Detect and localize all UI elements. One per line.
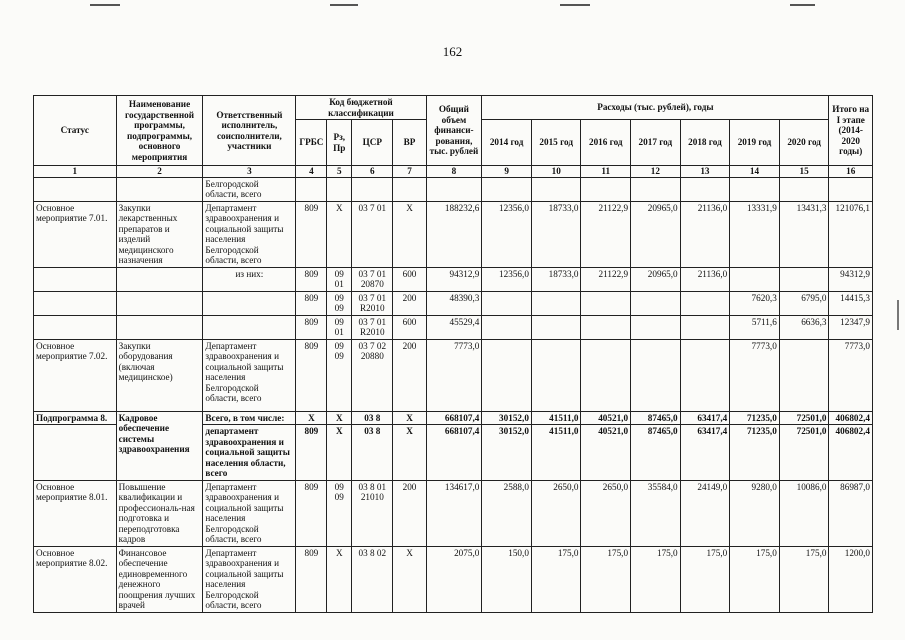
year-cell: 71235,0 — [730, 425, 780, 481]
name-cell: Закупки оборудования (включая медицинское) — [116, 339, 203, 411]
year-cell: 6795,0 — [779, 291, 829, 315]
year-cell: 175,0 — [631, 546, 681, 612]
year-cell — [680, 339, 730, 411]
year-cell: 175,0 — [680, 546, 730, 612]
header-status: Статус — [34, 96, 117, 166]
grbs-cell: 809 — [296, 201, 327, 267]
header-year-2017: 2017 год — [631, 120, 681, 166]
year-cell: 21122,9 — [581, 267, 631, 291]
year-cell: 21136,0 — [680, 201, 730, 267]
vr-cell: Х — [393, 425, 426, 481]
column-index: 4 — [296, 166, 327, 178]
year-cell: 2588,0 — [482, 480, 532, 546]
year-cell: 21136,0 — [680, 267, 730, 291]
year-cell: 175,0 — [581, 546, 631, 612]
grbs-cell: 809 — [296, 267, 327, 291]
csr-cell: 03 7 01 R2010 — [352, 291, 393, 315]
vr-cell: 200 — [393, 339, 426, 411]
column-index: 5 — [327, 166, 352, 178]
year-cell: 12356,0 — [482, 201, 532, 267]
year-cell: 18733,0 — [531, 201, 581, 267]
itogo-cell: 121076,1 — [829, 201, 873, 267]
header-total-volume: Общий объем финанси-рования, тыс. рублей — [426, 96, 482, 166]
header-rz: Рз, Пр — [327, 120, 352, 166]
name-cell: Кадровое обеспечение системы здравоохранения — [116, 411, 203, 480]
vr-cell: Х — [393, 411, 426, 425]
table-row — [34, 315, 873, 339]
year-cell — [482, 339, 532, 411]
year-cell: 2650,0 — [531, 480, 581, 546]
status-cell: Основное мероприятие 7.02. — [34, 339, 117, 411]
total-cell: 134617,0 — [426, 480, 482, 546]
year-cell: 5711,6 — [730, 315, 780, 339]
header-name: Наименование государственной программы, подпрограммы, основного мероприятия — [116, 96, 203, 166]
grbs-cell: Х — [296, 411, 327, 425]
name-cell: Повышение квалификации и профессиональ-ная подготовка и переподготовка кадров — [116, 480, 203, 546]
grbs-cell: 809 — [296, 546, 327, 612]
year-cell: 10086,0 — [779, 480, 829, 546]
table-row — [34, 267, 873, 291]
total-cell: 668107,4 — [426, 411, 482, 425]
year-cell: 40521,0 — [581, 411, 631, 425]
column-index: 9 — [482, 166, 532, 178]
rz-cell: 09 09 — [327, 291, 352, 315]
year-cell — [482, 291, 532, 315]
column-index-row — [34, 166, 873, 178]
page-number: 162 — [442, 44, 463, 59]
itogo-cell: 1200,0 — [829, 546, 873, 612]
year-cell: 41511,0 — [531, 411, 581, 425]
year-cell — [779, 339, 829, 411]
responsible-cell: департамент здравоохранения и социальной защиты населения области, всего — [203, 425, 296, 481]
total-cell: 2075,0 — [426, 546, 482, 612]
csr-cell: 03 7 01 — [352, 201, 393, 267]
year-cell: 24149,0 — [680, 480, 730, 546]
year-cell — [581, 291, 631, 315]
responsible-cell: Белгородской области, всего — [203, 177, 296, 201]
year-cell: 2650,0 — [581, 480, 631, 546]
table-row — [34, 177, 873, 201]
year-cell: 13331,9 — [730, 201, 780, 267]
column-index: 14 — [730, 166, 780, 178]
year-cell: 63417,4 — [680, 425, 730, 481]
total-cell: 48390,3 — [426, 291, 482, 315]
year-cell — [680, 291, 730, 315]
year-cell: 7620,3 — [730, 291, 780, 315]
itogo-cell: 12347,9 — [829, 315, 873, 339]
scan-artifacts — [0, 0, 905, 14]
year-cell: 20965,0 — [631, 201, 681, 267]
header-year-2014: 2014 год — [482, 120, 532, 166]
year-cell: 41511,0 — [531, 425, 581, 481]
header-year-2020: 2020 год — [779, 120, 829, 166]
year-cell: 9280,0 — [730, 480, 780, 546]
itogo-cell: 7773,0 — [829, 339, 873, 411]
year-cell — [581, 339, 631, 411]
year-cell: 13431,3 — [779, 201, 829, 267]
csr-cell: 03 7 01 20870 — [352, 267, 393, 291]
year-cell: 72501,0 — [779, 425, 829, 481]
year-cell: 40521,0 — [581, 425, 631, 481]
itogo-cell: 406802,4 — [829, 425, 873, 481]
name-cell: Финансовое обеспечение единовременного денежного поощрения лучших врачей — [116, 546, 203, 612]
year-cell — [531, 315, 581, 339]
itogo-cell: 406802,4 — [829, 411, 873, 425]
column-index: 7 — [393, 166, 426, 178]
grbs-cell: 809 — [296, 425, 327, 481]
vr-cell: 200 — [393, 480, 426, 546]
rz-cell: 09 09 — [327, 339, 352, 411]
total-cell: 668107,4 — [426, 425, 482, 481]
header-budget-code: Код бюджетной классификации — [296, 96, 426, 120]
vr-cell: 200 — [393, 291, 426, 315]
year-cell — [631, 339, 681, 411]
column-index: 2 — [116, 166, 203, 178]
scan-artifact-right — [897, 300, 899, 330]
year-cell: 30152,0 — [482, 411, 532, 425]
responsible-cell: Департамент здравоохранения и социальной защиты населения Белгородской области, всего — [203, 339, 296, 411]
year-cell: 72501,0 — [779, 411, 829, 425]
rz-cell: Х — [327, 201, 352, 267]
rz-cell: Х — [327, 411, 352, 425]
year-cell: 87465,0 — [631, 411, 681, 425]
year-cell — [631, 291, 681, 315]
total-cell: 45529,4 — [426, 315, 482, 339]
table-row — [34, 480, 873, 546]
vr-cell: Х — [393, 546, 426, 612]
table-row — [34, 291, 873, 315]
rz-cell: Х — [327, 425, 352, 481]
year-cell — [631, 315, 681, 339]
table-row — [34, 339, 873, 411]
total-cell: 188232,6 — [426, 201, 482, 267]
total-cell: 7773,0 — [426, 339, 482, 411]
year-cell: 63417,4 — [680, 411, 730, 425]
responsible-cell: Департамент здравоохранения и социальной защиты населения Белгородской области, всего — [203, 546, 296, 612]
vr-cell: 600 — [393, 267, 426, 291]
header-responsible: Ответственный исполнитель, соисполнители, участники — [203, 96, 296, 166]
header-grbs: ГРБС — [296, 120, 327, 166]
year-cell — [680, 315, 730, 339]
budget-table — [33, 95, 873, 613]
year-cell — [581, 315, 631, 339]
name-cell: Закупки лекарственных препаратов и изделий медицинского назначения — [116, 201, 203, 267]
year-cell: 150,0 — [482, 546, 532, 612]
year-cell: 175,0 — [779, 546, 829, 612]
year-cell: 30152,0 — [482, 425, 532, 481]
year-cell — [531, 291, 581, 315]
csr-cell: 03 8 — [352, 425, 393, 481]
header-csr: ЦСР — [352, 120, 393, 166]
itogo-cell: 86987,0 — [829, 480, 873, 546]
grbs-cell: 809 — [296, 339, 327, 411]
itogo-cell: 14415,3 — [829, 291, 873, 315]
year-cell: 20965,0 — [631, 267, 681, 291]
column-index: 6 — [352, 166, 393, 178]
header-year-2015: 2015 год — [531, 120, 581, 166]
year-cell — [531, 339, 581, 411]
rz-cell: 09 09 — [327, 480, 352, 546]
year-cell: 6636,3 — [779, 315, 829, 339]
table-row — [34, 201, 873, 267]
header-year-2016: 2016 год — [581, 120, 631, 166]
status-cell: Подпрограмма 8. — [34, 411, 117, 425]
column-index: 3 — [203, 166, 296, 178]
column-index: 12 — [631, 166, 681, 178]
year-cell: 175,0 — [531, 546, 581, 612]
year-cell: 87465,0 — [631, 425, 681, 481]
rz-cell: 09 01 — [327, 267, 352, 291]
column-index: 8 — [426, 166, 482, 178]
column-index: 10 — [531, 166, 581, 178]
csr-cell: 03 7 02 20880 — [352, 339, 393, 411]
year-cell — [779, 267, 829, 291]
header-itogo: Итого на I этапе (2014-2020 годы) — [829, 96, 873, 166]
csr-cell: 03 8 02 — [352, 546, 393, 612]
grbs-cell: 809 — [296, 480, 327, 546]
status-cell: Основное мероприятие 7.01. — [34, 201, 117, 267]
column-index: 16 — [829, 166, 873, 178]
csr-cell: 03 8 — [352, 411, 393, 425]
year-cell — [482, 315, 532, 339]
responsible-cell: из них: — [203, 267, 296, 291]
year-cell: 12356,0 — [482, 267, 532, 291]
responsible-cell: Департамент здравоохранения и социальной защиты населения Белгородской области, всего — [203, 480, 296, 546]
column-index: 1 — [34, 166, 117, 178]
total-cell: 94312,9 — [426, 267, 482, 291]
year-cell — [730, 267, 780, 291]
year-cell: 21122,9 — [581, 201, 631, 267]
header-expenses: Расходы (тыс. рублей), годы — [482, 96, 829, 120]
status-cell: Основное мероприятие 8.01. — [34, 480, 117, 546]
column-index: 13 — [680, 166, 730, 178]
column-index: 15 — [779, 166, 829, 178]
vr-cell: Х — [393, 201, 426, 267]
responsible-cell: Департамент здравоохранения и социальной защиты населения Белгородской области, всего — [203, 201, 296, 267]
year-cell: 7773,0 — [730, 339, 780, 411]
table-row — [34, 546, 873, 612]
column-index: 11 — [581, 166, 631, 178]
grbs-cell: 809 — [296, 315, 327, 339]
year-cell: 71235,0 — [730, 411, 780, 425]
header-year-2018: 2018 год — [680, 120, 730, 166]
csr-cell: 03 8 01 21010 — [352, 480, 393, 546]
year-cell: 35584,0 — [631, 480, 681, 546]
rz-cell: Х — [327, 546, 352, 612]
table-row — [34, 411, 873, 425]
grbs-cell: 809 — [296, 291, 327, 315]
year-cell: 18733,0 — [531, 267, 581, 291]
responsible-cell: Всего, в том числе: — [203, 411, 296, 425]
rz-cell: 09 01 — [327, 315, 352, 339]
vr-cell: 600 — [393, 315, 426, 339]
itogo-cell: 94312,9 — [829, 267, 873, 291]
header-year-2019: 2019 год — [730, 120, 780, 166]
year-cell: 175,0 — [730, 546, 780, 612]
header-vr: ВР — [393, 120, 426, 166]
status-cell: Основное мероприятие 8.02. — [34, 546, 117, 612]
csr-cell: 03 7 01 R2010 — [352, 315, 393, 339]
